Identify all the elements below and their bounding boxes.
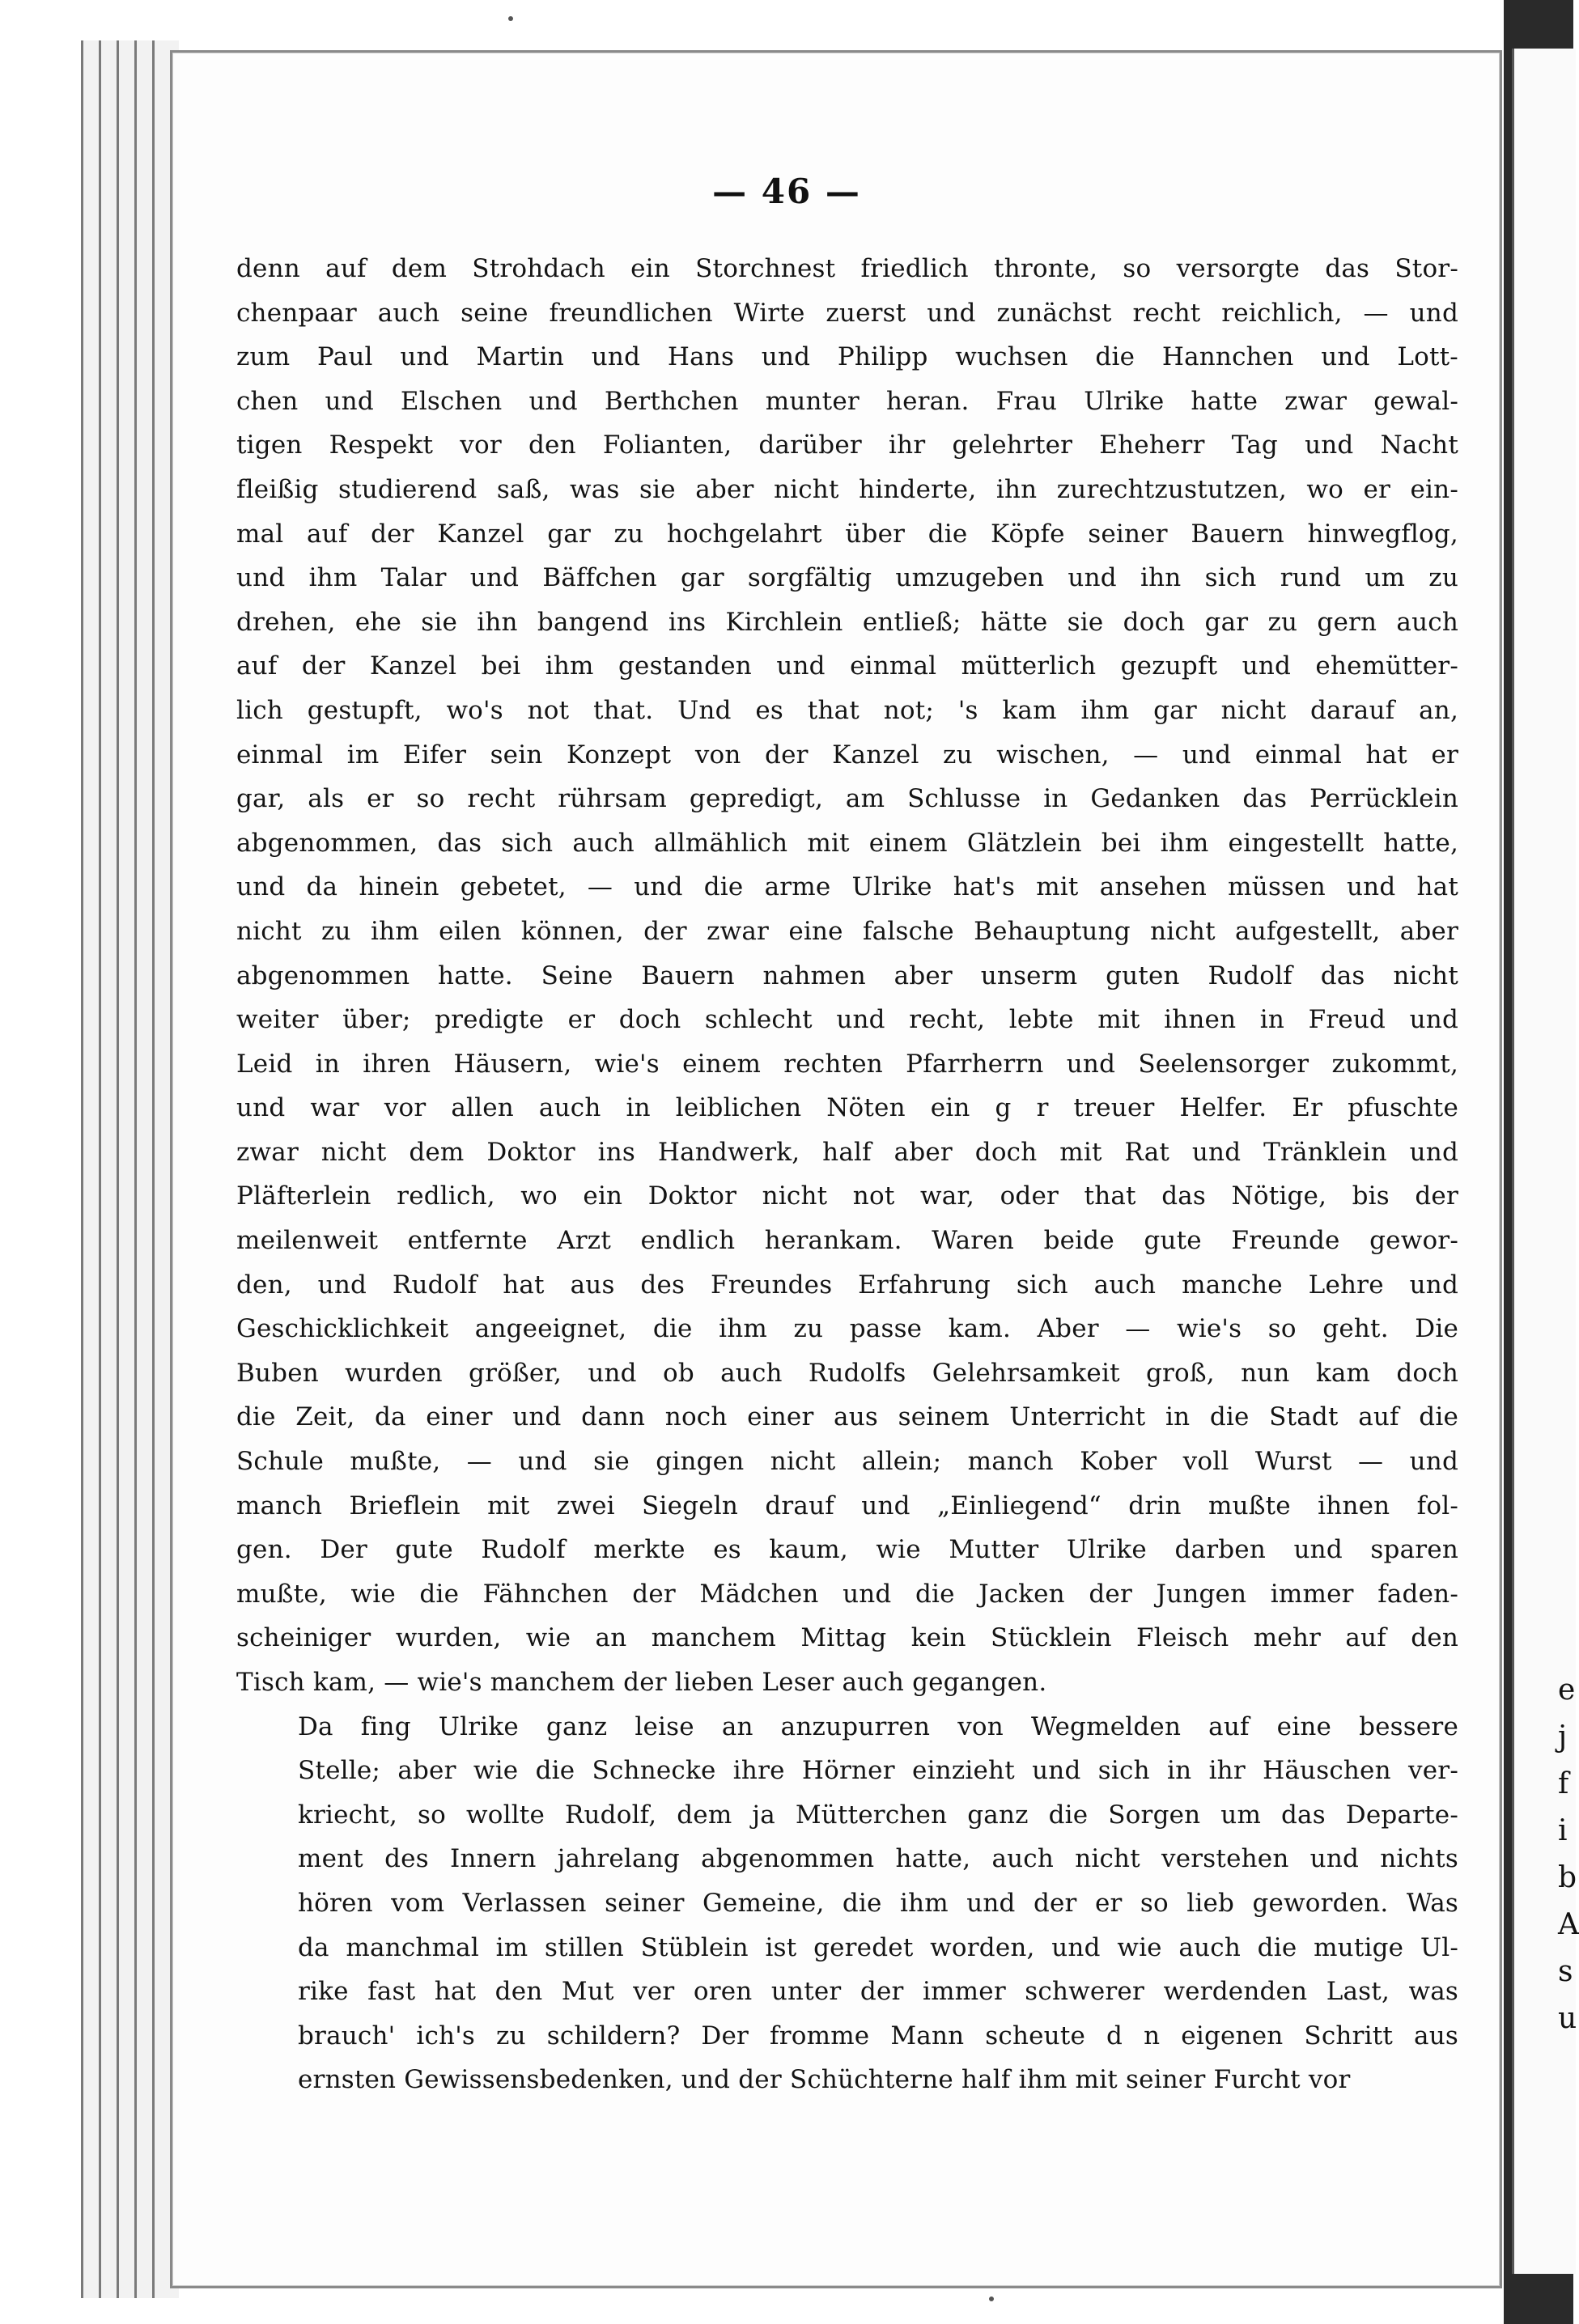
text-line: ernsten Gewissensbedenken, und der Schüchterne half ihm mit seiner Furcht vor [298, 2065, 1351, 2095]
text-line: und da hinein gebetet, — und die arme Ulrike hat's mit ansehen müssen und hat [236, 872, 1458, 902]
adjacent-glyph: f [1558, 1767, 1569, 1800]
adjacent-glyph: s [1558, 1955, 1573, 1988]
adjacent-glyph: A [1558, 1908, 1579, 1941]
text-line: Tisch kam, — wie's manchem der lieben Leser auch gegangen. [236, 1668, 1047, 1697]
text-line: Geschicklichkeit angeeignet, die ihm zu passe kam. Aber — wie's so geht. Die [236, 1314, 1458, 1344]
text-line: abgenommen hatte. Seine Bauern nahmen aber unserm guten Rudolf das nicht [236, 961, 1458, 990]
text-line: Stelle; aber wie die Schnecke ihre Hörner einzieht und sich in ihr Häuschen ver- [298, 1756, 1458, 1786]
page-edge [81, 40, 100, 2298]
text-line: scheiniger wurden, wie an manchem Mittag kein Stücklein Fleisch mehr auf den [236, 1623, 1458, 1653]
page-edge [134, 40, 153, 2298]
text-line: Da fing Ulrike ganz leise an anzupurren von Wegmelden auf eine bessere [298, 1711, 1458, 1741]
adjacent-page-text [1558, 1667, 1579, 2042]
text-line: mal auf der Kanzel gar zu hochgelahrt über die Köpfe seiner Bauern hinwegflog, [236, 519, 1458, 549]
page-number: — 46 — [712, 172, 861, 211]
text-line: manch Brieflein mit zwei Siegeln drauf und „Einliegend“ drin mußte ihnen fol- [236, 1491, 1458, 1520]
paragraph [236, 1705, 1458, 2102]
text-line: weiter über; predigte er doch schlecht und recht, lebte mit ihnen in Freud und [236, 1005, 1458, 1035]
text-line: und war vor allen auch in leiblichen Nöten ein g r treuer Helfer. Er pfuschte [236, 1093, 1458, 1123]
text-line: zum Paul und Martin und Hans und Philipp wuchsen die Hannchen und Lott- [236, 342, 1458, 372]
text-line: zwar nicht dem Doktor ins Handwerk, half aber doch mit Rat und Tränklein und [236, 1137, 1458, 1167]
text-line: einmal im Eifer sein Konzept von der Kanzel zu wischen, — und einmal hat er [236, 740, 1458, 770]
text-line: den, und Rudolf hat aus des Freundes Erfahrung sich auch manche Lehre und [236, 1270, 1458, 1300]
text-line: kriecht, so wollte Rudolf, dem ja Mütterchen ganz die Sorgen um das Departe- [298, 1800, 1458, 1830]
adjacent-glyph: i [1558, 1814, 1568, 1847]
text-line: ment des Innern jahrelang abgenommen hatte, auch nicht verstehen und nichts [298, 1844, 1458, 1874]
text-line: die Zeit, da einer und dann noch einer aus seinem Unterricht in die Stadt auf die [236, 1402, 1458, 1432]
text-line: denn auf dem Strohdach ein Storchnest friedlich thronte, so versorgte das Stor- [236, 254, 1458, 283]
text-line: und ihm Talar und Bäffchen gar sorgfältig umzugeben und ihn sich rund um zu [236, 563, 1458, 593]
paragraph [236, 247, 1458, 1705]
scan-speck [508, 16, 513, 21]
adjacent-glyph: b [1558, 1861, 1577, 1894]
book-page-edges [81, 40, 178, 2298]
text-line: brauch' ich's zu schildern? Der fromme Mann scheute d n eigenen Schritt aus [298, 2021, 1458, 2050]
text-line: chenpaar auch seine freundlichen Wirte zuerst und zunächst recht reichlich, — und [236, 298, 1458, 328]
text-line: gar, als er so recht rührsam gepredigt, am Schlusse in Gedanken das Perrücklein [236, 784, 1458, 814]
page-edge [117, 40, 135, 2298]
text-line: nicht zu ihm eilen können, der zwar eine falsche Behauptung nicht aufgestellt, aber [236, 916, 1458, 946]
text-line: mußte, wie die Fähnchen der Mädchen und die Jacken der Jungen immer faden- [236, 1579, 1458, 1609]
text-line: drehen, ehe sie ihn bangend ins Kirchlein entließ; hätte sie doch gar zu gern auch [236, 607, 1458, 637]
text-line: da manchmal im stillen Stüblein ist geredet worden, und wie auch die mutige Ul- [298, 1932, 1458, 1962]
adjacent-glyph: e [1558, 1673, 1576, 1707]
text-line: rike fast hat den Mut ver oren unter der immer schwerer werdenden Last, was [298, 1977, 1458, 2007]
page-edge [99, 40, 117, 2298]
text-line: Buben wurden größer, und ob auch Rudolfs Gelehrsamkeit groß, nun kam doch [236, 1358, 1458, 1388]
adjacent-glyph: u [1558, 2002, 1577, 2035]
text-line: Pläfterlein redlich, wo ein Doktor nicht not war, oder that das Nötige, bis der [236, 1181, 1458, 1211]
text-line: chen und Elschen und Berthchen munter heran. Frau Ulrike hatte zwar gewal- [236, 386, 1458, 416]
text-line: fleißig studierend saß, was sie aber nicht hinderte, ihn zurechtzustutzen, wo er ein- [236, 474, 1458, 504]
text-line: auf der Kanzel bei ihm gestanden und einmal mütterlich gezupft und ehemütter- [236, 651, 1458, 681]
text-line: Leid in ihren Häusern, wie's einem rechten Pfarrherrn und Seelensorger zukommt, [236, 1049, 1458, 1079]
text-line: lich gestupft, wo's not that. Und es that not; 's kam ihm gar nicht darauf an, [236, 695, 1458, 725]
text-line: meilenweit entfernte Arzt endlich herankam. Waren beide gute Freunde gewor- [236, 1226, 1458, 1256]
adjacent-glyph: j [1558, 1720, 1568, 1754]
text-line: Schule mußte, — und sie gingen nicht allein; manch Kober voll Wurst — und [236, 1447, 1458, 1477]
text-line: gen. Der gute Rudolf merkte es kaum, wie Mutter Ulrike darben und sparen [236, 1535, 1458, 1565]
text-line: abgenommen, das sich auch allmählich mit einem Glätzlein bei ihm eingestellt hatte, [236, 828, 1458, 858]
text-line: tigen Respekt vor den Folianten, darüber ihr gelehrter Eheherr Tag und Nacht [236, 430, 1458, 460]
text-line: hören vom Verlassen seiner Gemeine, die ihm und der er so lieb geworden. Was [298, 1888, 1458, 1918]
scan-speck [989, 2296, 994, 2301]
body-text [236, 247, 1458, 2102]
